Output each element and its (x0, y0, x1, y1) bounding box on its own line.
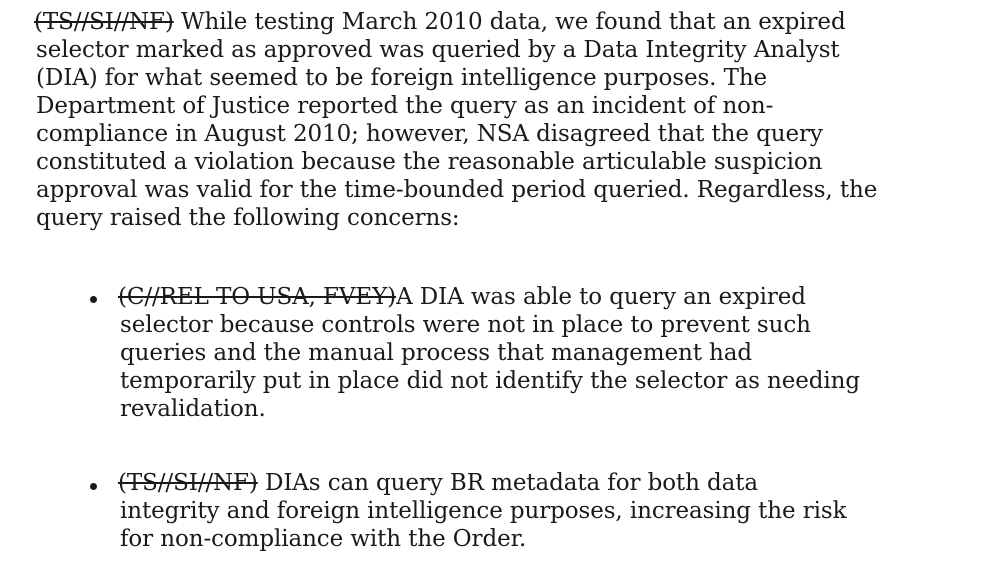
classification-marking: (TS//SI//NF) (34, 9, 174, 35)
classification-marking: (C//REL TO USA, FVEY) (118, 284, 397, 310)
paragraph-text: While testing March 2010 data, we found that an expired (173, 9, 846, 35)
bullet-line: integrity and foreign intelligence purposes, increasing the risk (120, 498, 847, 524)
classification-marking: (TS//SI//NF) (118, 470, 258, 496)
bullet-line (118, 469, 758, 497)
bullet-dot (90, 296, 97, 303)
paragraph-line: approval was valid for the time-bounded period queried. Regardless, the (36, 177, 878, 203)
paragraph-line: selector marked as approved was queried by a Data Integrity Analyst (36, 37, 840, 63)
paragraph-line (34, 8, 846, 36)
bullet-dot (90, 483, 97, 490)
bullet-line: selector because controls were not in place to prevent such (120, 312, 811, 338)
paragraph-line: query raised the following concerns: (36, 205, 460, 231)
paragraph-line: (DIA) for what seemed to be foreign intelligence purposes. The (36, 65, 768, 91)
paragraph-line: Department of Justice reported the query as an incident of non- (36, 93, 774, 119)
bullet-line: queries and the manual process that management had (120, 340, 753, 366)
paragraph-line: compliance in August 2010; however, NSA disagreed that the query (36, 121, 823, 147)
bullet-text: A DIA was able to query an expired (396, 284, 806, 310)
bullet-line: temporarily put in place did not identify the selector as needing (120, 368, 860, 394)
bullet-line: for non-compliance with the Order. (120, 526, 527, 552)
bullet-text: DIAs can query BR metadata for both data (257, 470, 758, 496)
paragraph-line: constituted a violation because the reasonable articulable suspicion (36, 149, 823, 175)
bullet-line (118, 283, 806, 311)
bullet-line: revalidation. (120, 396, 266, 422)
